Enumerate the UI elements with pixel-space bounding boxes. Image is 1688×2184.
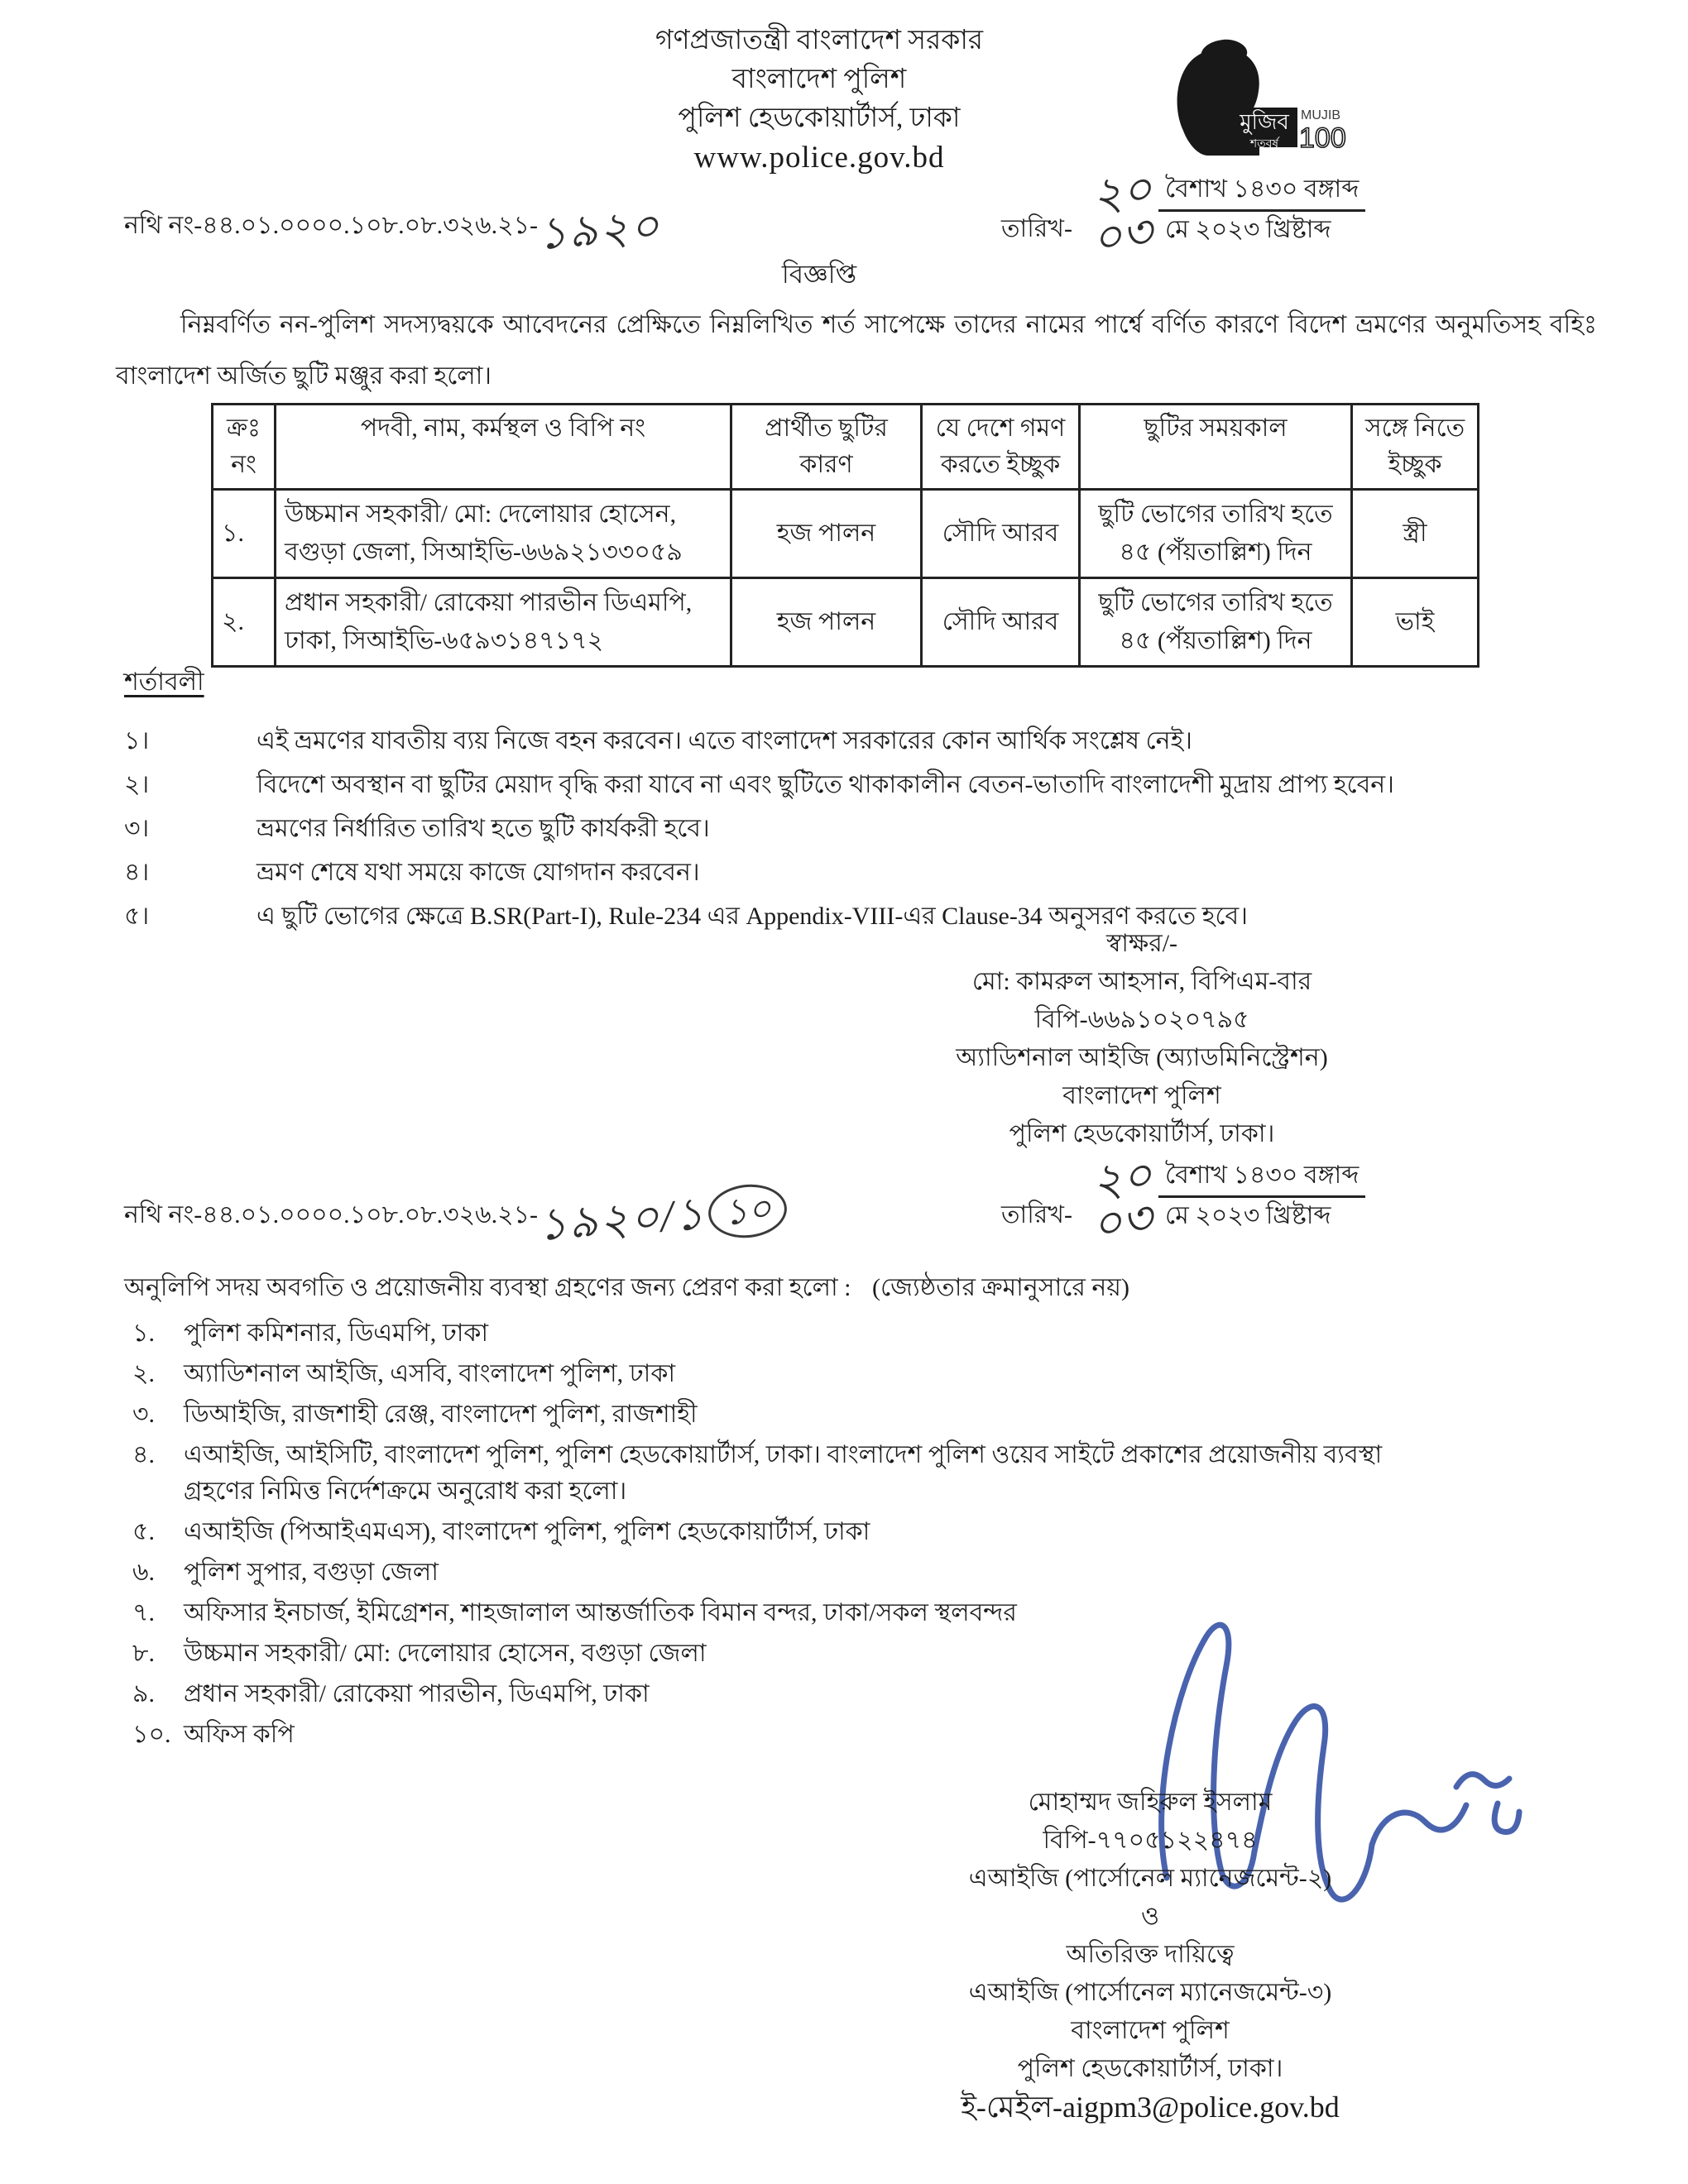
- memo1-file-label: নথি নং-৪৪.০১.০০০০.১০৮.০৮.৩২৬.২১-: [124, 212, 539, 239]
- col-header-serial: ক্রঃ নং: [213, 405, 276, 490]
- distribution-intro: অনুলিপি সদয় অবগতি ও প্রয়োজনীয় ব্যবস্থা গ্রহণের জন্য প্রেরণ করা হলো :: [124, 1274, 851, 1301]
- letterhead-organization: বাংলাদেশ পুলিশ: [731, 65, 907, 94]
- mujib-100-logo: [1158, 31, 1353, 172]
- condition-gap: [174, 722, 257, 760]
- distribution-text: উচ্চমান সহকারী/ মো: দেলোয়ার হোসেন, বগুড়া জেলা: [184, 1640, 707, 1667]
- mujib-portrait-icon: [1158, 31, 1353, 172]
- notice-intro-paragraph: নিম্নবর্ণিত নন-পুলিশ সদস্যদ্বয়কে আবেদনের প্রেক্ষিতে নিম্নলিখিত শর্ত সাপেক্ষে তাদের নামের পার্শ্বে বর্ণিত কারণে বিদেশ ভ্রমণের অনুমতিসহ বহিঃ বাংলাদেশ অর্জিত ছুটি মঞ্জুর করা হলো।: [116, 311, 1597, 390]
- row2-duration: ছুটি ভোগের তারিখ হতে ৪৫ (পঁয়তাল্লিশ) দিন: [1080, 578, 1352, 667]
- conditions-title: শর্তাবলী: [124, 668, 204, 696]
- distribution-text: ডিআইজি, রাজশাহী রেঞ্জ, বাংলাদেশ পুলিশ, রাজশাহী: [184, 1401, 698, 1428]
- distribution-number: ৪.: [132, 1441, 155, 1468]
- memo2-date-label: তারিখ-: [1001, 1201, 1072, 1228]
- distribution-number: ১০.: [132, 1721, 171, 1748]
- distribution-item: [132, 1554, 1423, 1591]
- row1-reason: হজ পালন: [731, 490, 922, 578]
- distribution-text: অ্যাডিশনাল আইজি, এসবি, বাংলাদেশ পুলিশ, ঢাকা: [184, 1360, 676, 1387]
- table-row: [213, 490, 1479, 578]
- letterhead-website: www.police.gov.bd: [693, 141, 945, 175]
- condition-text: বিদেশে অবস্থান বা ছুটির মেয়াদ বৃদ্ধি করা যাবে না এবং ছুটিতে থাকাকালীন বেতন-ভাতাদি বাংলাদেশী মুদ্রায় প্রাপ্য হবেন।: [257, 771, 1394, 798]
- memo2-date-block: [1001, 1149, 1365, 1252]
- condition-number: ৫।: [124, 903, 150, 930]
- condition-item: [124, 854, 1531, 892]
- row1-duration: ছুটি ভোগের তারিখ হতে ৪৫ (পঁয়তাল্লিশ) দিন: [1080, 490, 1352, 578]
- distribution-note: (জ্যেষ্ঠতার ক্রমানুসারে নয়): [871, 1274, 1129, 1301]
- distribution-intro-line: [124, 1267, 1572, 1310]
- condition-gap: [174, 810, 257, 848]
- logo-text-100: 100: [1299, 122, 1346, 154]
- memo1-english-day-handwritten: ০৩: [1088, 206, 1156, 266]
- distribution-item: [132, 1356, 1423, 1392]
- memo1-file-line: [124, 200, 663, 260]
- leave-table: [211, 403, 1479, 668]
- distribution-item: [132, 1315, 1423, 1352]
- distribution-text: পুলিশ কমিশনার, ডিএমপি, ঢাকা: [184, 1320, 489, 1347]
- memo1-date-label: তারিখ-: [1001, 215, 1072, 242]
- distribution-item: [132, 1514, 1423, 1550]
- distribution-text: প্রধান সহকারী/ রোকেয়া পারভীন, ডিএমপি, ঢাকা: [184, 1680, 650, 1707]
- memo2-file-number-circled: ১০: [706, 1181, 789, 1242]
- condition-item: [124, 810, 1531, 848]
- distribution-number: ৭.: [132, 1599, 156, 1626]
- condition-text: ভ্রমণ শেষে যথা সময়ে কাজে যোগদান করবেন।: [257, 859, 700, 886]
- signatory2-email: ই-মেইল-aigpm3@police.gov.bd: [961, 2091, 1340, 2124]
- memo2-gregorian-date: মে ২০২৩ খ্রিষ্টাব্দ: [1165, 1202, 1331, 1229]
- memo2-bangla-date: বৈশাখ ১৪৩০ বঙ্গাব্দ: [1158, 1157, 1365, 1198]
- condition-item: [124, 722, 1531, 760]
- distribution-item: [132, 1396, 1423, 1433]
- col-header-reason: প্রার্থীত ছুটির কারণ: [731, 405, 922, 490]
- distribution-text: অফিসার ইনচার্জ, ইমিগ্রেশন, শাহজালাল আন্তর্জাতিক বিমান বন্দর, ঢাকা/সকল স্থলবন্দর: [184, 1599, 1017, 1626]
- signatory2-designation-1: এআইজি (পার্সোনেল ম্যানেজমেন্ট-২): [968, 1865, 1332, 1892]
- memo2-file-line: [124, 1185, 788, 1250]
- distribution-item: [132, 1437, 1423, 1510]
- memo2-file-number-handwritten: ১৯২০/১: [536, 1189, 707, 1250]
- signatory2-conjunction: ও: [1140, 1903, 1160, 1930]
- memo2-file-label: নথি নং-৪৪.০১.০০০০.১০৮.০৮.৩২৬.২১-: [124, 1201, 539, 1228]
- condition-number: ২।: [124, 771, 150, 798]
- distribution-text: অফিস কপি: [184, 1721, 295, 1748]
- logo-text-mujib-en: MUJIB: [1301, 108, 1340, 122]
- signatory1-office: পুলিশ হেডকোয়ার্টার্স, ঢাকা।: [1009, 1120, 1275, 1147]
- col-header-name: পদবী, নাম, কর্মস্থল ও বিপি নং: [276, 405, 731, 490]
- memo2-bangla-day-handwritten: ২০: [1088, 1149, 1156, 1209]
- memo1-date-stack: [1088, 163, 1365, 266]
- condition-number: ৩।: [124, 815, 150, 842]
- memo2-english-day-handwritten: ০৩: [1088, 1192, 1156, 1252]
- condition-gap: [174, 854, 257, 892]
- distribution-number: ৯.: [132, 1680, 155, 1707]
- row1-serial: ১.: [213, 490, 276, 578]
- table-row: [213, 578, 1479, 667]
- signatory1-designation: অ্যাডিশনাল আইজি (অ্যাডমিনিস্ট্রেশন): [956, 1044, 1328, 1071]
- letterhead-government: গণপ্রজাতন্ত্রী বাংলাদেশ সরকার: [655, 26, 984, 55]
- notice-title: বিজ্ঞপ্তি: [781, 260, 857, 289]
- distribution-number: ৩.: [132, 1401, 156, 1428]
- signatory1-name: মো: কামরুল আহসান, বিপিএম-বার: [971, 968, 1312, 995]
- row2-serial: ২.: [213, 578, 276, 667]
- signatory2-designation-2: এআইজি (পার্সোনেল ম্যানেজমেন্ট-৩): [968, 1979, 1332, 2006]
- memo2-date-stack: [1088, 1149, 1365, 1252]
- row2-companion: ভাই: [1352, 578, 1479, 667]
- distribution-number: ১.: [132, 1320, 155, 1347]
- memo1-file-number-handwritten: ১৯২০: [536, 200, 663, 260]
- col-header-country: যে দেশে গমণ করতে ইচ্ছুক: [922, 405, 1080, 490]
- memo1-gregorian-date: মে ২০২৩ খ্রিষ্টাব্দ: [1165, 216, 1331, 243]
- condition-text: ভ্রমণের নির্ধারিত তারিখ হতে ছুটি কার্যকরী হবে।: [257, 815, 710, 842]
- logo-text-mujib-bn: মুজিব: [1240, 110, 1289, 134]
- distribution-number: ৮.: [132, 1640, 155, 1667]
- row1-name: উচ্চমান সহকারী/ মো: দেলোয়ার হোসেন, বগুড়া জেলা, সিআইভি-৬৬৯২১৩৩০৫৯: [276, 490, 731, 578]
- col-header-companion: সঙ্গে নিতে ইচ্ছুক: [1352, 405, 1479, 490]
- condition-gap: [174, 766, 257, 804]
- memo1-date-block: [1001, 163, 1365, 266]
- signed-label: স্বাক্ষর/-: [1105, 930, 1178, 957]
- signatory2-additional-charge: অতিরিক্ত দায়িত্বে: [1066, 1941, 1235, 1968]
- signatory1-organization: বাংলাদেশ পুলিশ: [1062, 1082, 1221, 1109]
- logo-text-shotoborsho: শতবর্ষ: [1249, 138, 1279, 151]
- distribution-number: ২.: [132, 1360, 156, 1387]
- row2-country: সৌদি আরব: [922, 578, 1080, 667]
- signatory2-name: মোহাম্মদ জহিরুল ইসলাম: [1028, 1789, 1273, 1816]
- signatory2-organization: বাংলাদেশ পুলিশ: [1071, 2017, 1230, 2044]
- condition-number: ৪।: [124, 859, 150, 886]
- table-header-row: [213, 405, 1479, 490]
- memo1-bangla-date: বৈশাখ ১৪৩০ বঙ্গাব্দ: [1158, 171, 1365, 212]
- conditions-section: [124, 662, 1531, 941]
- signatory1-bp-number: বিপি-৬৬৯১০২০৭৯৫: [1034, 1006, 1249, 1033]
- row2-name: প্রধান সহকারী/ রোকেয়া পারভীন ডিএমপি, ঢাকা, সিআইভি-৬৫৯৩১৪৭১৭২: [276, 578, 731, 667]
- distribution-text: পুলিশ সুপার, বগুড়া জেলা: [184, 1559, 439, 1586]
- signatory2-bp-number: বিপি-৭৭০৫১২২৪৭৪: [1043, 1827, 1258, 1854]
- distribution-text: এআইজি (পিআইএমএস), বাংলাদেশ পুলিশ, পুলিশ হেডকোয়ার্টার্স, ঢাকা: [184, 1518, 870, 1545]
- col-header-duration: ছুটির সময়কাল: [1080, 405, 1352, 490]
- signatory1-block: [869, 925, 1415, 1153]
- condition-gap: [174, 898, 257, 936]
- row1-companion: স্ত্রী: [1352, 490, 1479, 578]
- condition-item: [124, 766, 1531, 804]
- memo1-bangla-day-handwritten: ২০: [1088, 163, 1156, 223]
- distribution-number: ৬.: [132, 1559, 156, 1586]
- condition-text: এ ছুটি ভোগের ক্ষেত্রে B.SR(Part-I), Rule-234 এর Appendix-VIII-এর Clause-34 অনুসরণ করতে হবে।: [257, 903, 1248, 930]
- condition-text: এই ভ্রমণের যাবতীয় ব্যয় নিজে বহন করবেন। এতে বাংলাদেশ সরকারের কোন আর্থিক সংশ্লেষ নেই।: [257, 727, 1192, 754]
- row1-country: সৌদি আরব: [922, 490, 1080, 578]
- distribution-number: ৫.: [132, 1518, 155, 1545]
- signatory2-block: [869, 1784, 1431, 2126]
- distribution-text: এআইজি, আইসিটি, বাংলাদেশ পুলিশ, পুলিশ হেডকোয়ার্টার্স, ঢাকা। বাংলাদেশ পুলিশ ওয়েব সাইটে প্রকাশের প্রয়োজনীয় ব্যবস্থা গ্রহণের নিমিত্ত নির্দেশক্রমে অনুরোধ করা হলো।: [184, 1441, 1383, 1505]
- condition-number: ১।: [124, 727, 150, 754]
- row2-reason: হজ পালন: [731, 578, 922, 667]
- signatory2-office: পুলিশ হেডকোয়ার্টার্স, ঢাকা।: [1017, 2055, 1283, 2082]
- letterhead-office: পুলিশ হেডকোয়ার্টার্স, ঢাকা: [678, 103, 961, 133]
